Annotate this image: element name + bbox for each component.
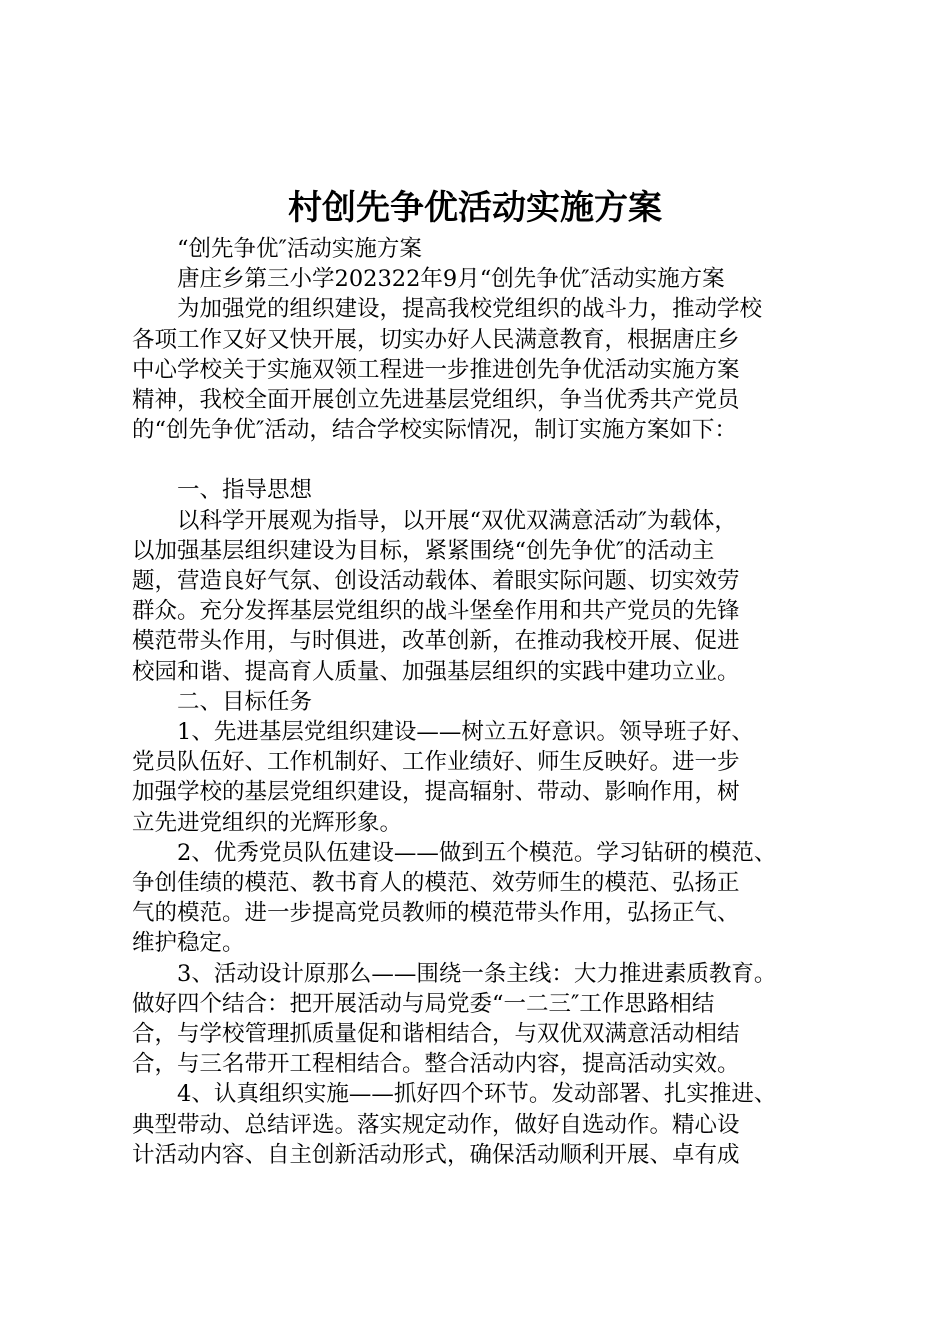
goal-item-3: 3、活动设计原那么——围绕一条主线：大力推进素质教育。 做好四个结合：把开展活动与局党委“一二三″工作思路相结 合，与学校管理抓质量促和谐相结合，与双优双满意活动相结 合，与三名带开工程相结合。整合活动内容，提高活动实效。 — [132, 960, 777, 1078]
goal-item-2: 2、优秀党员队伍建设——做到五个模范。学习钻研的模范、 争创佳绩的模范、教书育人的模范、效劳师生的模范、弘扬正 气的模范。进一步提高党员教师的模范带头作用，弘扬正气、 维护稳定。 — [132, 839, 777, 957]
goal-item-4: 4、认真组织实施——抓好四个环节。发动部署、扎实推进、 典型带动、总结评选。落实规定动作，做好自选动作。精心设 计活动内容、自主创新活动形式，确保活动顺利开展、卓有成 — [132, 1081, 777, 1168]
section-heading-goals: 二、目标任务 — [177, 688, 313, 715]
document-title: 村创先争优活动实施方案 — [288, 188, 662, 228]
document-body — [132, 234, 832, 1170]
guiding-thought-paragraph: 以科学开展观为指导，以开展“双优双满意活动″为载体， 以加强基层组织建设为目标，紧紧围绕“创先争优″的活动主 题，营造良好气氛、创设活动载体、着眼实际问题、切实效劳 群众。充分发挥基层党组织的战斗堡垒作用和共产党员的先锋 模范带头作用，与时俱进，改革创新，在推动我校开展、促进 校园和谐、提高育人质量、加强基层组织的实践中建功立业。 — [132, 507, 740, 685]
school-date-paragraph: 唐庄乡第三小学202322年9月“创先争优″活动实施方案 — [177, 266, 725, 293]
subtitle-paragraph: “创先争优″活动实施方案 — [177, 236, 422, 262]
section-heading-guiding-thought: 一、指导思想 — [177, 477, 313, 504]
goal-item-1: 1、先进基层党组织建设——树立五好意识。领导班子好、 党员队伍好、工作机制好、工作业绩好、师生反映好。进一步 加强学校的基层党组织建设，提高辐射、带动、影响作用，树 立先进党组织的光辉形象。 — [132, 719, 754, 836]
intro-paragraph: 为加强党的组织建设，提高我校党组织的战斗力，推动学校 各项工作又好又快开展，切实办好人民满意教育，根据唐庄乡 中心学校关于实施双领工程进一步推进创先争优活动实施方案 精神，我校全面开展创立先进基层党组织，争当优秀共产党员 的“创先争优″活动，结合学校实际情况，制订实施方案如下： — [132, 296, 763, 444]
